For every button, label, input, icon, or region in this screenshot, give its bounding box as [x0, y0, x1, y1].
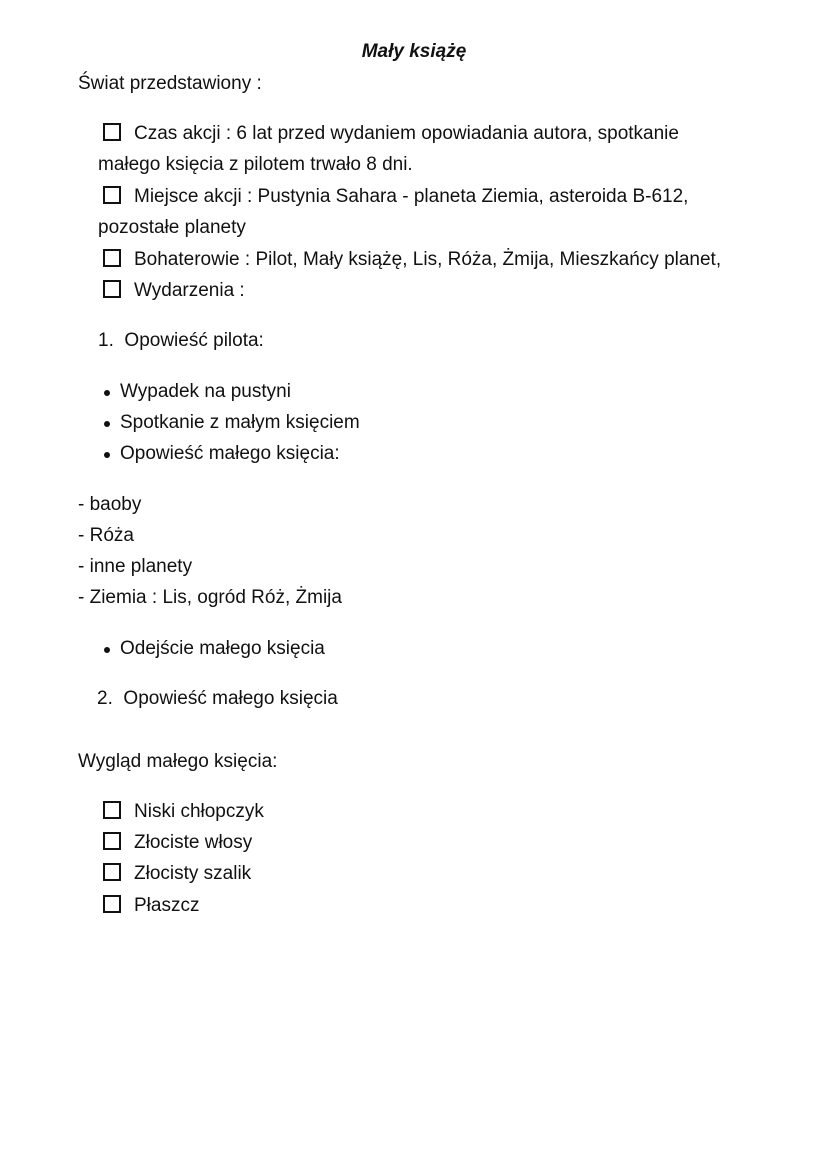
bullet-item: Wypadek na pustyni	[120, 381, 291, 402]
checklist-item-text: Czas akcji : 6 lat przed wydaniem opowiadania autora, spotkanie	[134, 123, 679, 144]
checklist-item-text: Miejsce akcji : Pustynia Sahara - planeta Ziemia, asteroida B-612,	[134, 186, 689, 207]
list-number: 2.	[97, 688, 113, 709]
checklist-item-text: Niski chłopczyk	[134, 801, 264, 822]
checklist-item-time	[103, 122, 679, 146]
checklist-item-look	[103, 894, 199, 918]
checkbox-icon	[103, 832, 121, 850]
checklist-item-text: Płaszcz	[134, 895, 200, 916]
checkbox-icon	[103, 123, 121, 141]
bullet-item: Odejście małego księcia	[120, 638, 325, 659]
dash-item: - inne planety	[78, 556, 193, 577]
dash-item: - baoby	[78, 494, 142, 515]
list-text: Opowieść małego księcia	[123, 688, 338, 709]
checkbox-icon	[103, 863, 121, 881]
document-title: Mały książę	[361, 41, 467, 62]
bullet-icon	[104, 390, 110, 396]
list-number: 1.	[98, 330, 114, 351]
bullet-item: Spotkanie z małym księciem	[120, 412, 360, 433]
checkbox-icon	[103, 801, 121, 819]
checklist-item-events	[103, 279, 245, 303]
checklist-item-look	[103, 831, 252, 855]
checklist-item-place	[103, 185, 688, 209]
numbered-item-2	[97, 687, 338, 711]
bullet-item: Opowieść małego księcia:	[120, 443, 340, 464]
checklist-item-text: Złocisty szalik	[134, 863, 252, 884]
checklist-item-text: Złociste włosy	[134, 832, 253, 853]
checklist-item-look	[103, 862, 251, 886]
checkbox-icon	[103, 186, 121, 204]
numbered-item-1	[98, 329, 264, 353]
bullet-icon	[104, 452, 110, 458]
checkbox-icon	[103, 249, 121, 267]
list-text: Opowieść pilota:	[124, 330, 264, 351]
checklist-item-continuation: pozostałe planety	[98, 217, 246, 238]
bullet-icon	[104, 421, 110, 427]
dash-item: - Ziemia : Lis, ogród Róż, Żmija	[78, 587, 342, 608]
checklist-item-continuation: małego księcia z pilotem trwało 8 dni.	[98, 154, 413, 175]
checklist-item-text: Bohaterowie : Pilot, Mały książę, Lis, Róża, Żmija, Mieszkańcy planet,	[134, 249, 722, 270]
bullet-icon	[104, 647, 110, 653]
dash-item: - Róża	[78, 525, 134, 546]
checkbox-icon	[103, 280, 121, 298]
checkbox-icon	[103, 895, 121, 913]
checklist-item-characters	[103, 248, 721, 272]
section-heading-look: Wygląd małego księcia:	[78, 751, 278, 772]
checklist-item-look	[103, 800, 264, 824]
checklist-item-text: Wydarzenia :	[134, 280, 245, 301]
section-heading-world: Świat przedstawiony :	[78, 73, 262, 94]
